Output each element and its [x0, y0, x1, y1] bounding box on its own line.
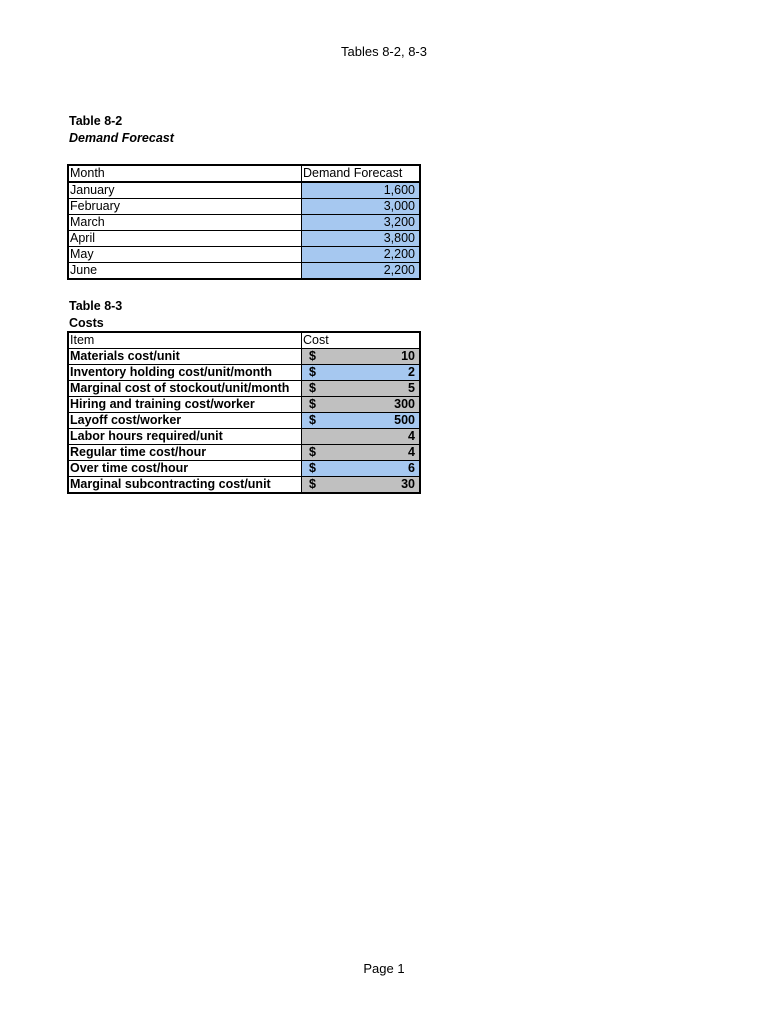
currency-symbol: $	[309, 461, 316, 475]
cost-amount: 500	[394, 413, 415, 427]
column-header-cost[interactable]: Cost	[302, 332, 421, 349]
item-cell[interactable]: Inventory holding cost/unit/month	[68, 365, 302, 381]
month-cell[interactable]: May	[68, 247, 302, 263]
currency-symbol: $	[309, 365, 316, 379]
cost-amount: 5	[408, 381, 415, 395]
item-cell[interactable]: Layoff cost/worker	[68, 413, 302, 429]
month-cell[interactable]: February	[68, 199, 302, 215]
cost-cell[interactable]	[302, 397, 421, 413]
item-cell[interactable]: Hiring and training cost/worker	[68, 397, 302, 413]
column-header-demand-forecast[interactable]: Demand Forecast	[302, 165, 421, 182]
table-row	[68, 461, 420, 477]
currency-symbol: $	[309, 445, 316, 459]
cost-amount: 10	[401, 349, 415, 363]
cost-cell[interactable]	[302, 477, 421, 494]
cost-amount: 6	[408, 461, 415, 475]
cost-amount: 2	[408, 365, 415, 379]
table-header-row	[68, 332, 420, 349]
table-row	[68, 231, 420, 247]
item-cell[interactable]: Regular time cost/hour	[68, 445, 302, 461]
table-row	[68, 263, 420, 280]
table-row	[68, 199, 420, 215]
cost-amount: 4	[408, 445, 415, 459]
cost-cell[interactable]	[302, 381, 421, 397]
table-row	[68, 445, 420, 461]
currency-symbol: $	[309, 381, 316, 395]
item-cell[interactable]: Marginal subcontracting cost/unit	[68, 477, 302, 494]
column-header-month[interactable]: Month	[68, 165, 302, 182]
month-cell[interactable]: April	[68, 231, 302, 247]
item-cell[interactable]: Materials cost/unit	[68, 349, 302, 365]
cost-cell[interactable]	[302, 413, 421, 429]
cost-cell[interactable]	[302, 429, 421, 445]
table-row	[68, 381, 420, 397]
table-row	[68, 477, 420, 494]
forecast-cell[interactable]: 2,200	[302, 247, 421, 263]
currency-symbol: $	[309, 413, 316, 427]
month-cell[interactable]: January	[68, 182, 302, 199]
table-header-row	[68, 165, 420, 182]
forecast-cell[interactable]: 3,800	[302, 231, 421, 247]
item-cell[interactable]: Marginal cost of stockout/unit/month	[68, 381, 302, 397]
item-cell[interactable]: Labor hours required/unit	[68, 429, 302, 445]
table-8-2-label: Table 8-2	[69, 114, 123, 128]
forecast-cell[interactable]: 1,600	[302, 182, 421, 199]
currency-symbol	[303, 429, 309, 444]
month-cell[interactable]: June	[68, 263, 302, 280]
currency-symbol: $	[309, 477, 316, 491]
table-row	[68, 349, 420, 365]
page-number: Page 1	[363, 961, 405, 976]
cost-cell[interactable]	[302, 349, 421, 365]
currency-symbol: $	[309, 397, 316, 411]
table-row	[68, 215, 420, 231]
month-cell[interactable]: March	[68, 215, 302, 231]
item-cell[interactable]: Over time cost/hour	[68, 461, 302, 477]
demand-forecast-table	[67, 164, 421, 280]
cost-cell[interactable]	[302, 445, 421, 461]
cost-cell[interactable]	[302, 365, 421, 381]
cost-amount: 30	[401, 477, 415, 491]
table-8-2-subtitle: Demand Forecast	[69, 131, 174, 145]
currency-symbol: $	[309, 349, 316, 363]
forecast-cell[interactable]: 3,200	[302, 215, 421, 231]
table-row	[68, 247, 420, 263]
table-row	[68, 365, 420, 381]
table-row	[68, 413, 420, 429]
table-row	[68, 429, 420, 445]
table-row	[68, 182, 420, 199]
table-8-3-label: Table 8-3	[69, 299, 123, 313]
cost-cell[interactable]	[302, 461, 421, 477]
costs-table	[67, 331, 421, 494]
cost-amount: 300	[394, 397, 415, 411]
table-row	[68, 397, 420, 413]
column-header-item[interactable]: Item	[68, 332, 302, 349]
table-8-3-subtitle: Costs	[69, 316, 104, 330]
cost-amount: 4	[408, 429, 415, 443]
forecast-cell[interactable]: 3,000	[302, 199, 421, 215]
page-header-title: Tables 8-2, 8-3	[341, 44, 427, 59]
forecast-cell[interactable]: 2,200	[302, 263, 421, 280]
